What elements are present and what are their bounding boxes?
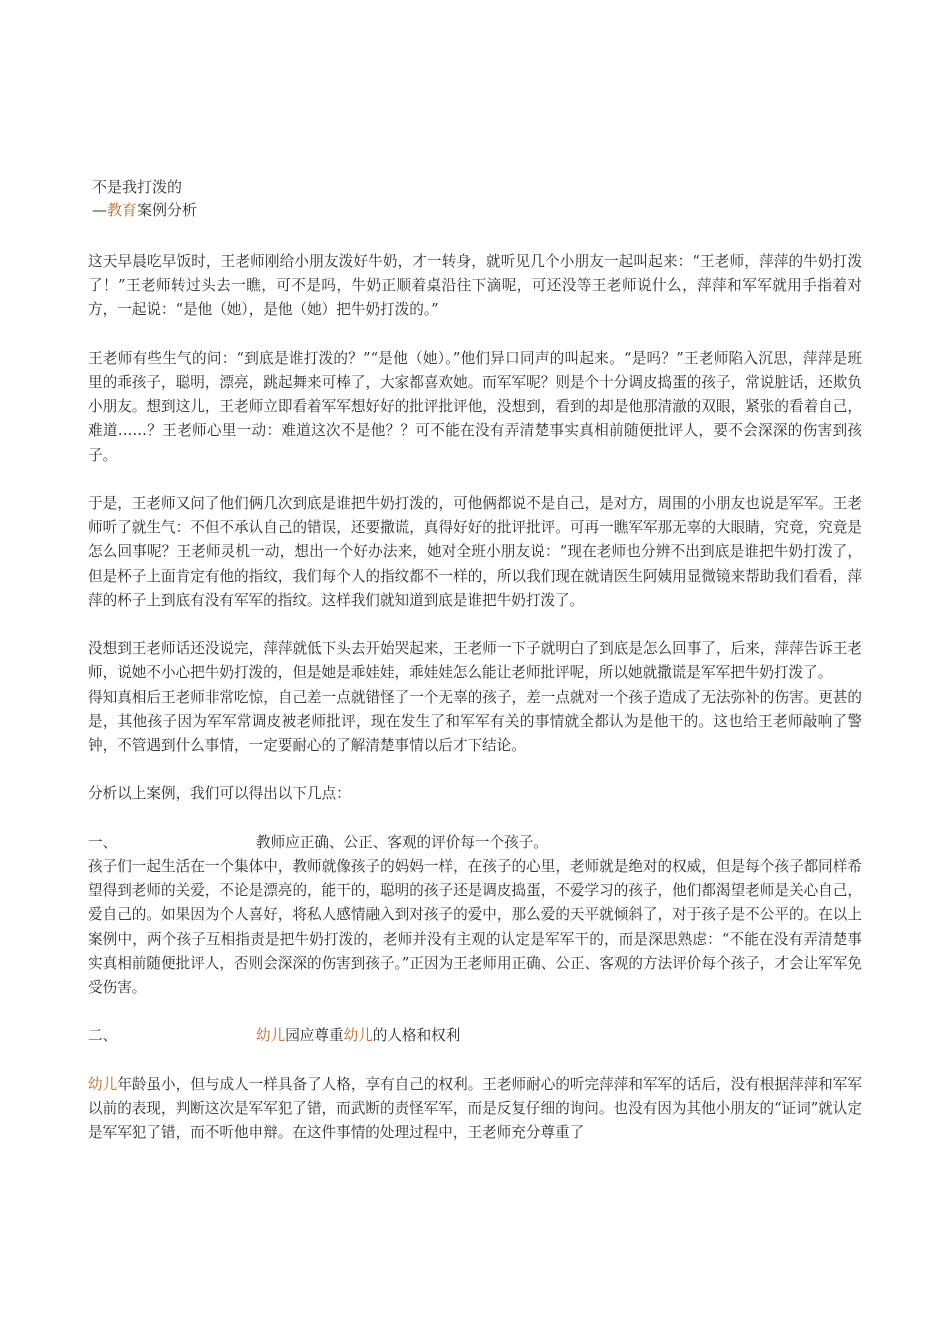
point-2-number: 二、 [88, 1027, 118, 1045]
point-1-number: 一、 [88, 833, 118, 851]
paragraph-2: 王老师有些生气的问：“到底是谁打泼的？”“是他（她）。”他们异口同声的叫起来。“是吗？”王老师陷入沉思，萍萍是班里的乖孩子，聪明，漂亮，跳起舞来可棒了，大家都喜欢她。而军军呢？则是个十分调皮捣蛋的孩子，常说脏话，还欺负小朋友。想到这儿，王老师立即看着军军想好好的批评批评他，没想到，看到的却是他那清澈的双眼，紧张的看着自己，难道……？王老师心里一动：难道这次不是他？？可不能在没有弄清楚事实真相前随便批评人，要不会深深的伤害到孩子。 [88, 349, 862, 464]
point-2-heading [88, 1024, 862, 1048]
point-1-text: 教师应正确、公正、客观的评价每一个孩子。 [256, 833, 548, 851]
point-2-text [256, 1024, 460, 1048]
paragraph-1: 这天早晨吃早饭时，王老师刚给小朋友泼好牛奶，才一转身，就听见几个小朋友一起叫起来：“王老师，萍萍的牛奶打泼了！”王老师转过头去一瞧，可不是吗，牛奶正顺着桌沿往下滴呢，可还没等王老师说什么，萍萍和军军就用手指着对方，一起说：“是他（她），是他（她）把牛奶打泼的。” [88, 253, 862, 319]
paragraph-6: 分析以上案例，我们可以得出以下几点： [88, 785, 351, 803]
keyword-link[interactable]: 幼儿 [256, 1027, 286, 1045]
document-subtitle [92, 199, 197, 222]
keyword-link[interactable]: 幼儿 [88, 1075, 118, 1093]
paragraph-gap [88, 468, 862, 492]
subtitle-dash: — [92, 201, 105, 219]
document-body [88, 250, 862, 1145]
paragraph-gap [88, 758, 862, 782]
subtitle-rest: 案例分析 [137, 201, 198, 219]
paragraph-gap [88, 1000, 862, 1024]
document-title: 不是我打泼的 [92, 178, 183, 196]
keyword-link[interactable]: 幼儿 [343, 1027, 373, 1045]
paragraph-gap [88, 613, 862, 637]
paragraph-gap [88, 807, 862, 831]
paragraph-3: 于是，王老师又问了他们俩几次到底是谁把牛奶打泼的，可他俩都说不是自己，是对方，周围的小朋友也说是军军。王老师听了就生气：不但不承认自己的错误，还要撒谎，真得好好的批评批评。可再一瞧军军那无辜的大眼睛，究竟，究竟是怎么回事呢？王老师灵机一动，想出一个好办法来，她对全班小朋友说：“现在老师也分辨不出到底是谁把牛奶打泼了，但是杯子上面肯定有他的指纹，我们每个人的指纹都不一样的，所以我们现在就请医生阿姨用显微镜来帮助我们看看，萍萍的杯子上到底有没有军军的指纹。这样我们就知道到底是谁把牛奶打泼了。 [88, 495, 862, 609]
point-1-heading [88, 831, 862, 855]
point-2-text-part: 的人格和权利 [372, 1027, 461, 1045]
paragraph-7: 孩子们一起生活在一个集体中，教师就像孩子的妈妈一样，在孩子的心里，老师就是绝对的权威，但是每个孩子都同样希望得到老师的关爱，不论是漂亮的，能干的，聪明的孩子还是调皮捣蛋，不爱学习的孩子，他们都渴望老师是关心自己，爱自己的。如果因为个人喜好，将私人感情融入到对孩子的爱中，那么爱的天平就倾斜了，对于孩子是不公平的。在以上案例中，两个孩子互相指责是把牛奶打泼的，老师并没有主观的认定是军军干的，而是深思熟虑：“不能在没有弄清楚事实真相前随便批评人，否则会深深的伤害到孩子。”正因为王老师用正确、公正、客观的方法评价每个孩子，才会让军军免受伤害。 [88, 858, 862, 997]
paragraph-5: 得知真相后王老师非常吃惊，自己差一点就错怪了一个无辜的孩子，差一点就对一个孩子造成了无法弥补的伤害。更甚的是，其他孩子因为军军常调皮被老师批评，现在发生了和军军有关的事情就全都认为是他干的。这也给王老师敲响了警钟，不管遇到什么事情，一定要耐心的了解清楚事情以后才下结论。 [88, 688, 862, 755]
subtitle-keyword-link[interactable]: 教育 [107, 201, 138, 219]
paragraph-8 [88, 1073, 862, 1146]
paragraph-8-text: 年龄虽小，但与成人一样具备了人格，享有自己的权利。王老师耐心的听完萍萍和军军的话后，没有根据萍萍和军军以前的表现，判断这次是军军犯了错，而武断的责怪军军，而是反复仔细的询问。也没有因为其他小朋友的“证词”就认定是军军犯了错，而不听他申辩。在这件事情的处理过程中，王老师充分尊重了 [88, 1075, 862, 1142]
paragraph-gap [88, 323, 862, 347]
point-2-text-part: 园应尊重 [285, 1027, 344, 1045]
title-block [92, 176, 197, 222]
paragraph-gap [88, 1049, 862, 1073]
paragraph-4: 没想到王老师话还没说完，萍萍就低下头去开始哭起来，王老师一下子就明白了到底是怎么回事了，后来，萍萍告诉王老师，说她不小心把牛奶打泼的，但是她是乖娃娃，乖娃娃怎么能让老师批评呢，所以她就撒谎是军军把牛奶打泼了。 [88, 640, 862, 682]
